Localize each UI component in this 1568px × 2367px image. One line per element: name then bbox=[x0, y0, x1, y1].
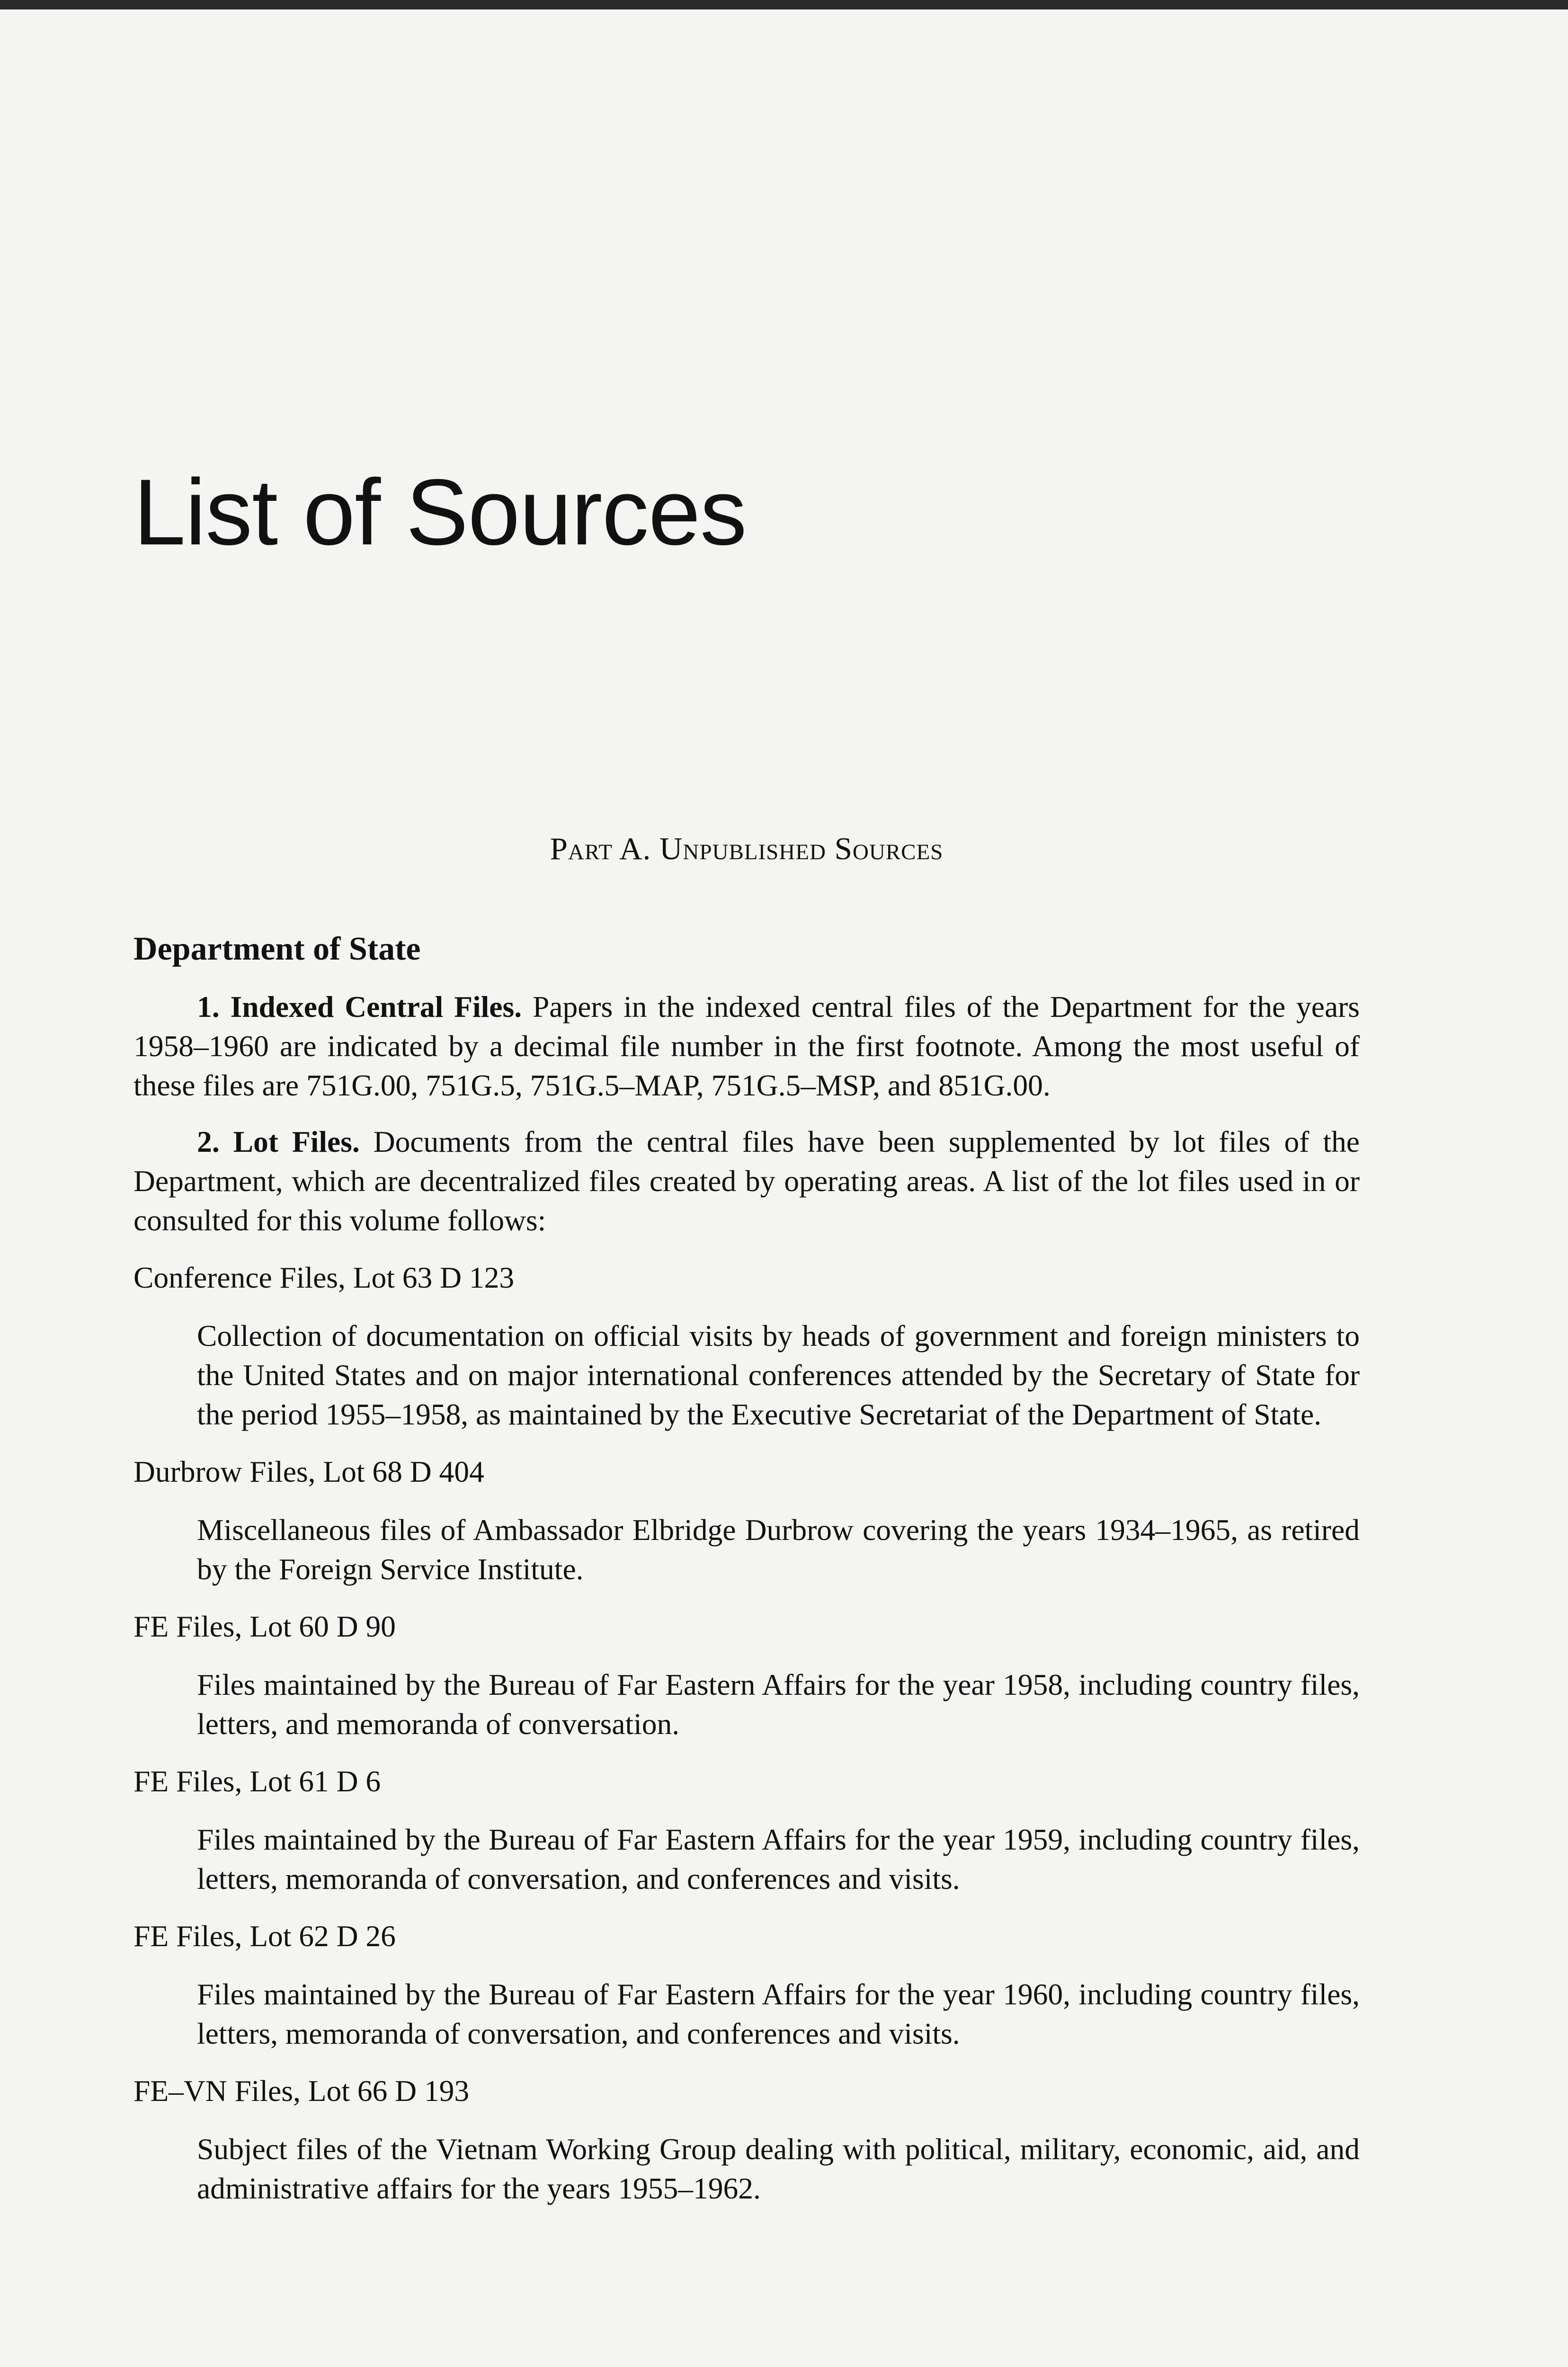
section-heading: Department of State bbox=[134, 931, 421, 967]
lot-file-title: FE Files, Lot 61 D 6 bbox=[134, 1764, 381, 1798]
lot-file-title: FE Files, Lot 60 D 90 bbox=[134, 1610, 396, 1643]
paragraph-lead: 1. Indexed Central Files. bbox=[197, 990, 522, 1023]
part-heading: Part A. Unpublished Sources bbox=[550, 831, 944, 866]
lot-file-entry bbox=[134, 2071, 1360, 2208]
lot-file-title: Durbrow Files, Lot 68 D 404 bbox=[134, 1455, 484, 1488]
lot-file-description: Subject files of the Vietnam Working Group dealing with political, military, economic, aid, and administrative affairs for the years 1955–1962. bbox=[197, 2132, 1360, 2205]
lot-file-title: FE Files, Lot 62 D 26 bbox=[134, 1919, 396, 1953]
paragraph-lead: 2. Lot Files. bbox=[197, 1125, 360, 1158]
top-rule bbox=[0, 0, 1568, 9]
paragraph-lot-files bbox=[134, 1122, 1360, 1240]
lot-file-entry bbox=[134, 1916, 1360, 2053]
paragraph-text: Papers in the indexed central files of the Department for the years 1958–1960 are indicated by a decimal file number in the first footnote. Among the most useful of these files are 751G.00, 751G.5, 751G.5–MAP, 751G.5–MSP, and 851G.00. bbox=[134, 990, 1360, 1102]
paragraph-indexed-central-files bbox=[134, 987, 1360, 1105]
lot-file-title: FE–VN Files, Lot 66 D 193 bbox=[134, 2074, 470, 2108]
lot-file-title: Conference Files, Lot 63 D 123 bbox=[134, 1261, 515, 1294]
page-title: List of Sources bbox=[134, 459, 747, 564]
lot-file-description: Files maintained by the Bureau of Far Eastern Affairs for the year 1960, including country files, letters, memoranda of conversation, and conferences and visits. bbox=[197, 1977, 1360, 2050]
lot-file-entry bbox=[134, 1607, 1360, 1744]
lot-file-entry bbox=[134, 1452, 1360, 1589]
lot-file-description: Files maintained by the Bureau of Far Eastern Affairs for the year 1959, including country files, letters, memoranda of conversation, and conferences and visits. bbox=[197, 1823, 1360, 1895]
lot-file-entry bbox=[134, 1258, 1360, 1434]
lot-file-entry bbox=[134, 1762, 1360, 1898]
lot-file-description: Files maintained by the Bureau of Far Eastern Affairs for the year 1958, including country files, letters, and memoranda of conversation. bbox=[197, 1668, 1360, 1741]
paragraph-text: Documents from the central files have been supplemented by lot files of the Department, which are decentralized files created by operating areas. A list of the lot files used in or consulted for this volume follows: bbox=[134, 1125, 1360, 1237]
lot-file-description: Collection of documentation on official visits by heads of government and foreign ministers to the United States and on major international conferences attended by the Secretary of State for the period 1955–1958, as maintained by the Executive Secretariat of the Department of State. bbox=[197, 1319, 1360, 1431]
body-text bbox=[134, 987, 1360, 2208]
lot-file-description: Miscellaneous files of Ambassador Elbridge Durbrow covering the years 1934–1965, as retired by the Foreign Service Institute. bbox=[197, 1513, 1360, 1586]
